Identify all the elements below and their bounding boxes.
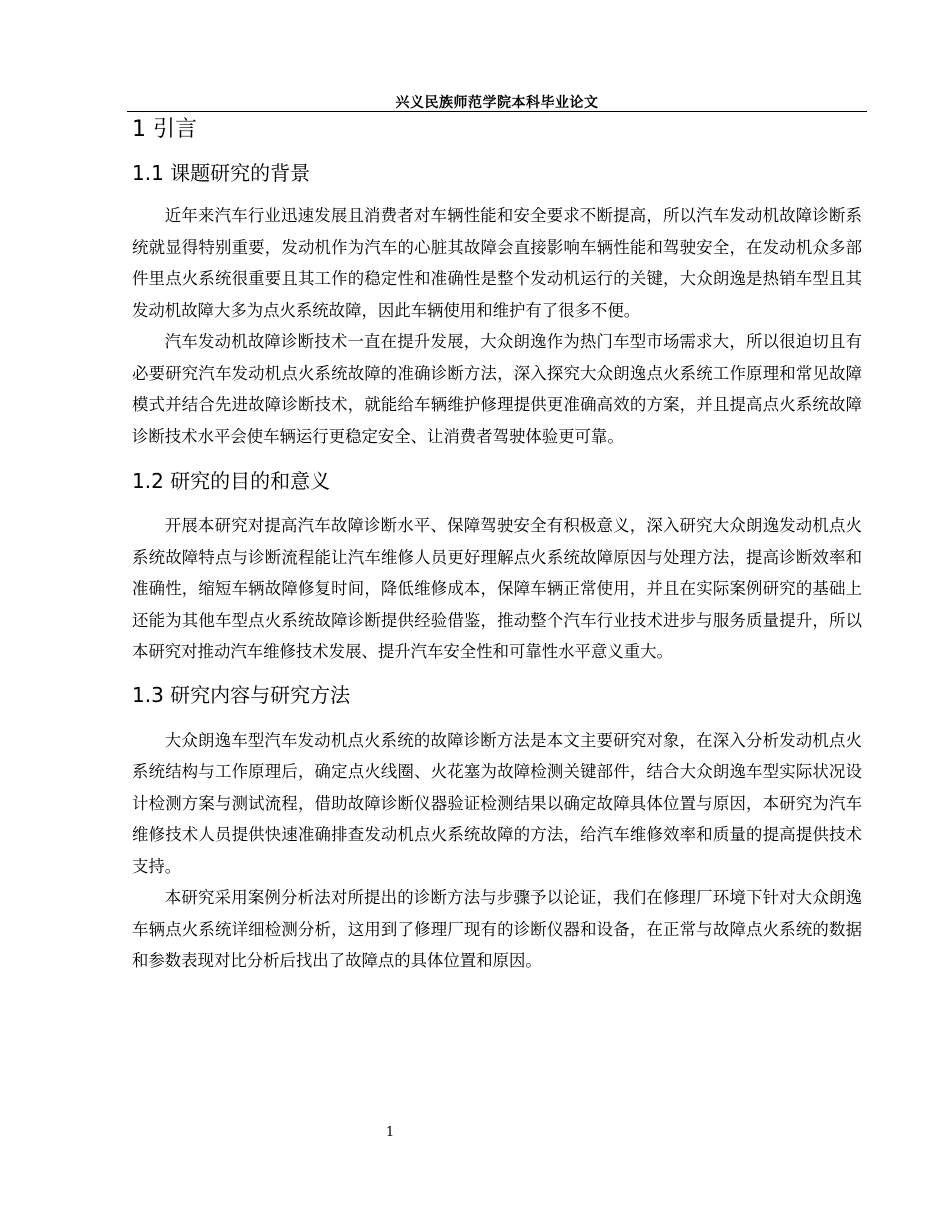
paragraph: 汽车发动机故障诊断技术一直在提升发展，大众朗逸作为热门车型市场需求大，所以很迫切且有必要研究汽车发动机点火系统故障的准确诊断方法，深入探究大众朗逸点火系统工作原理和常见故障模式并结合先进故障诊断技术，就能给车辆维护修理提供更准确高效的方案，并且提高点火系统故障诊断技术水平会使车辆运行更稳定安全、让消费者驾驶体验更可靠。 (132, 332, 862, 446)
paragraph: 开展本研究对提高汽车故障诊断水平、保障驾驶安全有积极意义，深入研究大众朗逸发动机点火系统故障特点与诊断流程能让汽车维修人员更好理解点火系统故障原因与处理方法，提高诊断效率和准确性，缩短车辆故障修复时间，降低维修成本，保障车辆正常使用，并且在实际案例研究的基础上还能为其他车型点火系统故障诊断提供经验借鉴，推动整个汽车行业技术进步与服务质量提升，所以本研究对推动汽车维修技术发展、提升汽车安全性和可靠性水平意义重大。 (132, 516, 862, 661)
section-title-content-methods: 1.3 研究内容与研究方法 (132, 682, 351, 707)
section-title-background: 1.1 课题研究的背景 (132, 161, 311, 185)
page-number: 1 (385, 1125, 395, 1140)
section-body-purpose (132, 510, 862, 668)
running-header: 兴义民族师范学院本科毕业论文 (395, 95, 599, 111)
section-body-background (132, 200, 862, 452)
page-content (132, 114, 862, 977)
paragraph: 大众朗逸车型汽车发动机点火系统的故障诊断方法是本文主要研究对象，在深入分析发动机点火系统结构与工作原理后，确定点火线圈、火花塞为故障检测关键部件，结合大众朗逸车型实际状况设计检测方案与测试流程，借助故障诊断仪器验证检测结果以确定故障具体位置与原因，本研究为汽车维修技术人员提供快速准确排查发动机点火系统故障的方法，给汽车维修效率和质量的提高提供技术支持。 (132, 730, 862, 876)
paragraph: 本研究采用案例分析法对所提出的诊断方法与步骤予以论证，我们在修理厂环境下针对大众朗逸车辆点火系统详细检测分析，这用到了修理厂现有的诊断仪器和设备，在正常与故障点火系统的数据和参数表现对比分析后找出了故障点的具体位置和原因。 (132, 888, 862, 970)
header-rule (127, 111, 867, 112)
section-body-content-methods (132, 725, 862, 977)
section-title-purpose: 1.2 研究的目的和意义 (132, 469, 331, 493)
chapter-title: 1 引言 (132, 117, 197, 142)
paragraph: 近年来汽车行业迅速发展且消费者对车辆性能和安全要求不断提高，所以汽车发动机故障诊断系统就显得特别重要，发动机作为汽车的心脏其故障会直接影响车辆性能和驾驶安全，在发动机众多部件里点火系统很重要且其工作的稳定性和准确性是整个发动机运行的关键，大众朗逸是热销车型且其发动机故障大多为点火系统故障，因此车辆使用和维护有了很多不便。 (132, 206, 862, 320)
